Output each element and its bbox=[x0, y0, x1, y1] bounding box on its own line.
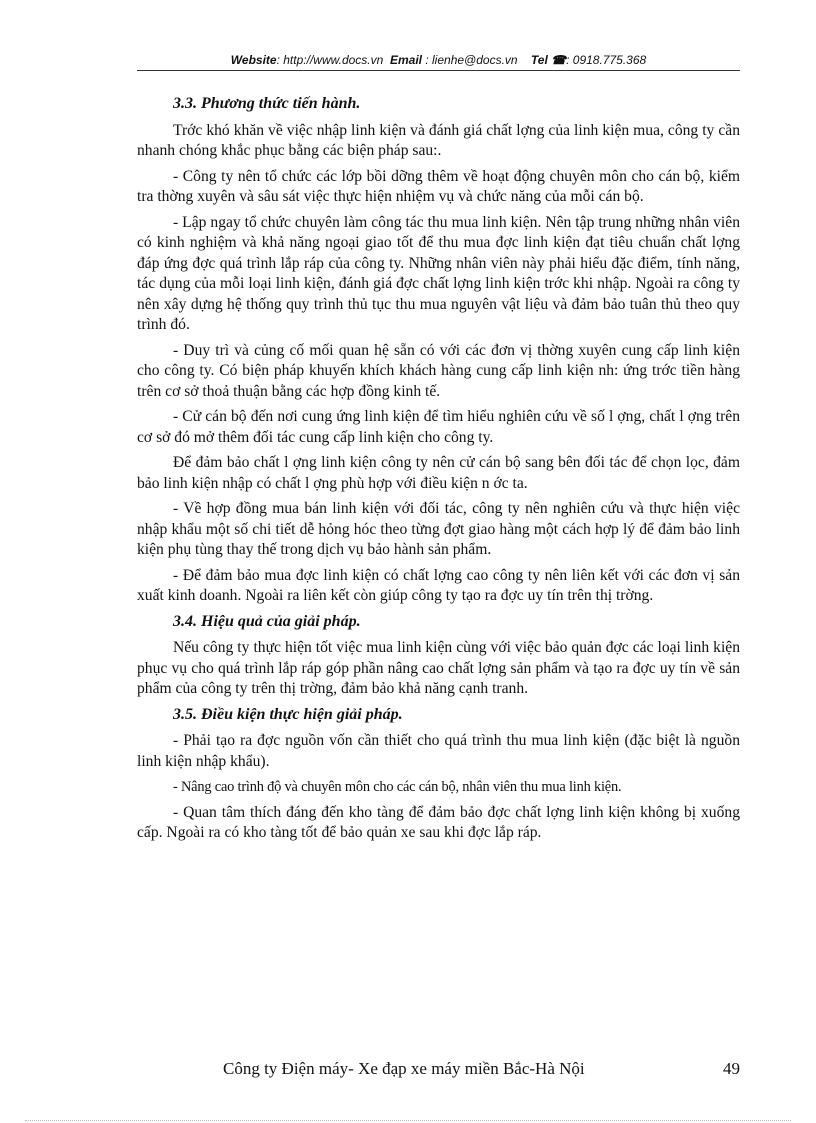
paragraph: - Cử cán bộ đến nơi cung ứng linh kiện để tìm hiểu nghiên cứu về số l ợng, chất l ợng trên cơ sở đó mở thêm đối tác cung cấp linh kiện cho công ty. bbox=[137, 408, 740, 446]
section-heading-3-4: 3.4. Hiệu quả của giải pháp. bbox=[173, 612, 361, 630]
document-body bbox=[137, 94, 740, 849]
tel-label: Tel ☎ bbox=[530, 53, 567, 67]
paragraph: Để đảm bảo chất l ợng linh kiện công ty nên cử cán bộ sang bên đối tác để chọn lọc, đảm bảo linh kiện nhập có chất l ợng phù hợp với điều kiện n ớc ta. bbox=[137, 454, 740, 492]
paragraph: - Nâng cao trình độ và chuyên môn cho các cán bộ, nhân viên thu mua linh kiện. bbox=[173, 779, 622, 795]
section-heading-3-3: 3.3. Phương thức tiến hành. bbox=[173, 95, 361, 112]
paragraph: - Lập ngay tổ chức chuyên làm công tác thu mua linh kiện. Nên tập trung những nhân viên có kinh nghiệm và khả năng ngoại giao tốt để thu mua đợc linh kiện đạt tiêu chuẩn chất lợng đáp ứng đợc quá trình lắp ráp của công ty. Những nhân viên này phải hiểu đặc điểm, tính năng, tác dụng của mỗi loại linh kiện, đánh giá đợc chất lợng linh kiện trớc khi nhập. Ngoài ra công ty nên xây dựng hệ thống quy trình thủ tục thu mua nguyên vật liệu và đảm bảo tuân thủ theo quy trình đó. bbox=[137, 213, 740, 333]
paragraph: - Công ty nên tổ chức các lớp bồi dỡng thêm về hoạt động chuyên môn cho cán bộ, kiểm tra thờng xuyên và sâu sát việc thực hiện nhiệm vụ và chức năng của mỗi cán bộ. bbox=[137, 167, 740, 205]
paragraph: - Về hợp đồng mua bán linh kiện với đối tác, công ty nên nghiên cứu và thực hiện việc nhập khẩu một số chi tiết dễ hỏng hóc theo từng đợt giao hàng một cách hợp lý để đảm bảo linh kiện phụ tùng thay thế trong dịch vụ bảo hành sản phẩm. bbox=[137, 500, 740, 558]
section-heading-3-5: 3.5. Điều kiện thực hiện giải pháp. bbox=[173, 705, 403, 723]
website-label: Website bbox=[230, 53, 277, 67]
email-label: Email bbox=[389, 53, 422, 67]
page-header bbox=[137, 53, 740, 67]
paragraph: - Phải tạo ra đợc nguồn vốn cần thiết cho quá trình thu mua linh kiện (đặc biệt là nguồn linh kiện nhập khẩu). bbox=[137, 732, 740, 770]
paragraph: Nếu công ty thực hiện tốt việc mua linh kiện cùng với việc bảo quản đợc các loại linh kiện phục vụ cho quá trình lắp ráp góp phần nâng cao chất lợng sản phẩm và tạo ra đợc uy tín về sản phẩm của công ty trên thị trờng, đảm bảo khả năng cạnh tranh. bbox=[137, 639, 740, 697]
header-divider bbox=[137, 70, 740, 71]
email-value: : lienhe@docs.vn bbox=[425, 53, 518, 67]
page-number: 49 bbox=[723, 1059, 740, 1078]
paragraph: - Để đảm bảo mua đợc linh kiện có chất lợng cao công ty nên liên kết với các đơn vị sản xuất kinh doanh. Ngoài ra liên kết còn giúp công ty tạo ra đợc uy tín trên thị trờng. bbox=[137, 566, 740, 604]
tel-value: : 0918.775.368 bbox=[566, 53, 647, 67]
footer-company: Công ty Điện máy- Xe đạp xe máy miền Bắc-Hà Nội bbox=[223, 1059, 585, 1078]
website-value: : http://www.docs.vn bbox=[276, 53, 384, 67]
page-bottom-divider bbox=[25, 1120, 791, 1121]
paragraph: Trớc khó khăn về việc nhập linh kiện và đánh giá chất lợng của linh kiện mua, công ty cần nhanh chóng khắc phục bằng các biện pháp sau:. bbox=[137, 121, 740, 159]
paragraph: - Duy trì và củng cố mối quan hệ sẵn có với các đơn vị thờng xuyên cung cấp linh kiện cho công ty. Có biện pháp khuyến khích khách hàng cung cấp linh kiện nh: ứng trớc tiền hàng trên cơ sở thoả thuận bằng các hợp đồng kinh tế. bbox=[137, 341, 740, 400]
paragraph: - Quan tâm thích đáng đến kho tàng để đảm bảo đợc chất lợng linh kiện không bị xuống cấp. Ngoài ra có kho tàng tốt để bảo quản xe sau khi đợc lắp ráp. bbox=[137, 803, 740, 841]
